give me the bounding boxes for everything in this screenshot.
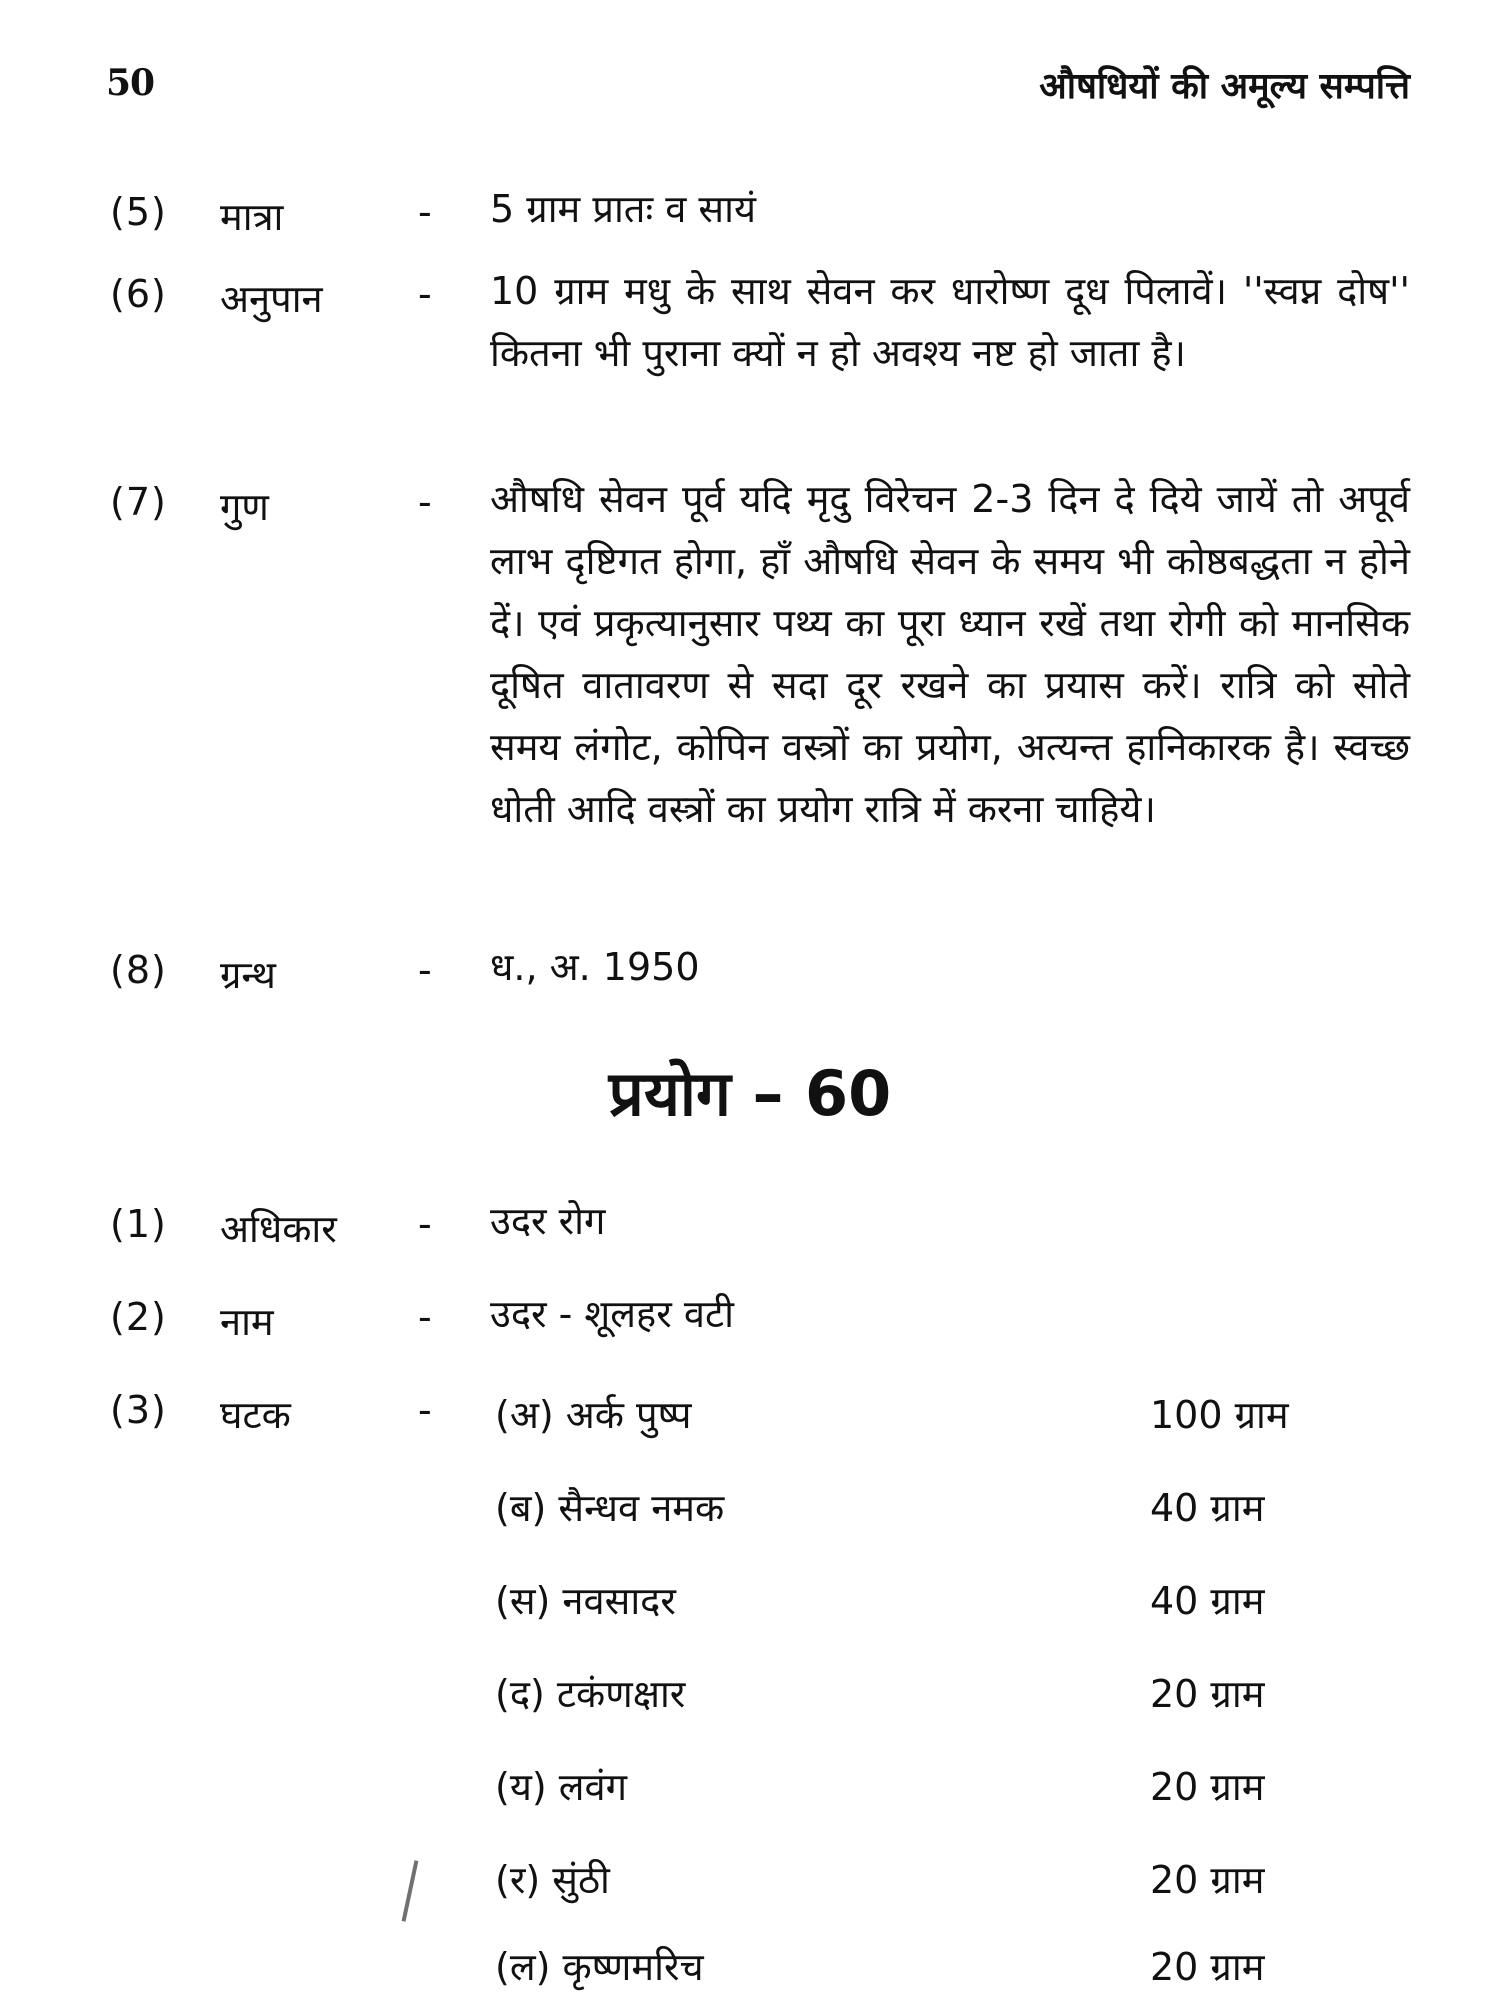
entry-number: (2) (110, 1295, 167, 1339)
entry-dash: - (418, 480, 432, 524)
running-title: औषधियों की अमूल्य सम्पत्ति (1039, 66, 1410, 107)
entry-label: गुण (220, 485, 269, 529)
entry-number: (8) (110, 948, 167, 992)
entry-number: (7) (110, 480, 167, 524)
ingredient-name: (ब) सैन्धव नमक (495, 1486, 725, 1530)
ingredient-quantity: 20 ग्राम (1150, 1765, 1265, 1809)
entry-value: 5 ग्राम प्रातः व सायं (490, 187, 756, 231)
entry-value: उदर - शूलहर वटी (490, 1292, 734, 1336)
entry-dash: - (418, 1202, 432, 1246)
entry-label: मात्रा (220, 195, 284, 239)
page-number: 50 (106, 62, 155, 104)
entry-label: अधिकार (220, 1207, 337, 1251)
entry-label: अनुपान (220, 277, 323, 321)
entry-number: (6) (110, 272, 167, 316)
entry-value: उदर रोग (490, 1199, 606, 1243)
entry-dash: - (418, 190, 432, 234)
entry-label: नाम (220, 1300, 274, 1344)
entry-value: ध., अ. 1950 (490, 945, 700, 989)
ingredient-quantity: 100 ग्राम (1150, 1393, 1289, 1437)
ingredient-quantity: 40 ग्राम (1150, 1579, 1265, 1623)
entry-value: औषधि सेवन पूर्व यदि मृदु विरेचन 2-3 दिन दे दिये जायें तो अपूर्व लाभ दृष्टिगत होगा, हाँ औषधि सेवन के समय भी कोष्ठबद्धता न होने दें। एवं प्रकृत्यानुसार पथ्य का पूरा ध्यान रखें तथा रोगी को मानसिक दूषित वातावरण से सदा दूर रखने का प्रयास करें। रात्रि को सोते समय लंगोट, कोपिन वस्त्रों का प्रयोग, अत्यन्त हानिकारक है। स्वच्छ धोती आदि वस्त्रों का प्रयोग रात्रि में करना चाहिये। (490, 477, 1410, 831)
entry-dash: - (418, 272, 432, 316)
ingredient-name: (ल) कृष्णमरिच (495, 1945, 704, 1989)
ingredient-quantity: 20 ग्राम (1150, 1945, 1265, 1989)
entry-dash: - (418, 1388, 432, 1432)
ingredient-quantity: 20 ग्राम (1150, 1672, 1265, 1716)
ingredient-name: (र) सुंठी (495, 1858, 610, 1902)
entry-value: 10 ग्राम मधु के साथ सेवन कर धारोष्ण दूध पिलावें। ''स्वप्न दोष'' कितना भी पुराना क्यों न हो अवश्य नष्ट हो जाता है। (490, 269, 1410, 375)
entry-dash: - (418, 948, 432, 992)
entry-number: (5) (110, 190, 167, 234)
ingredient-name: (स) नवसादर (495, 1579, 676, 1623)
ingredient-name: (य) लवंग (495, 1765, 628, 1809)
ingredient-quantity: 20 ग्राम (1150, 1858, 1265, 1902)
entry-label: ग्रन्थ (220, 953, 276, 997)
section-title: प्रयोग – 60 (608, 1057, 892, 1130)
ingredient-name: (अ) अर्क पुष्प (495, 1393, 692, 1437)
scan-stray-mark (402, 1860, 419, 1921)
entry-number: (3) (110, 1388, 167, 1432)
ingredient-name: (द) टकंणक्षार (495, 1672, 686, 1716)
entry-number: (1) (110, 1202, 167, 1246)
entry-dash: - (418, 1295, 432, 1339)
entry-label: घटक (220, 1393, 291, 1437)
ingredient-quantity: 40 ग्राम (1150, 1486, 1265, 1530)
